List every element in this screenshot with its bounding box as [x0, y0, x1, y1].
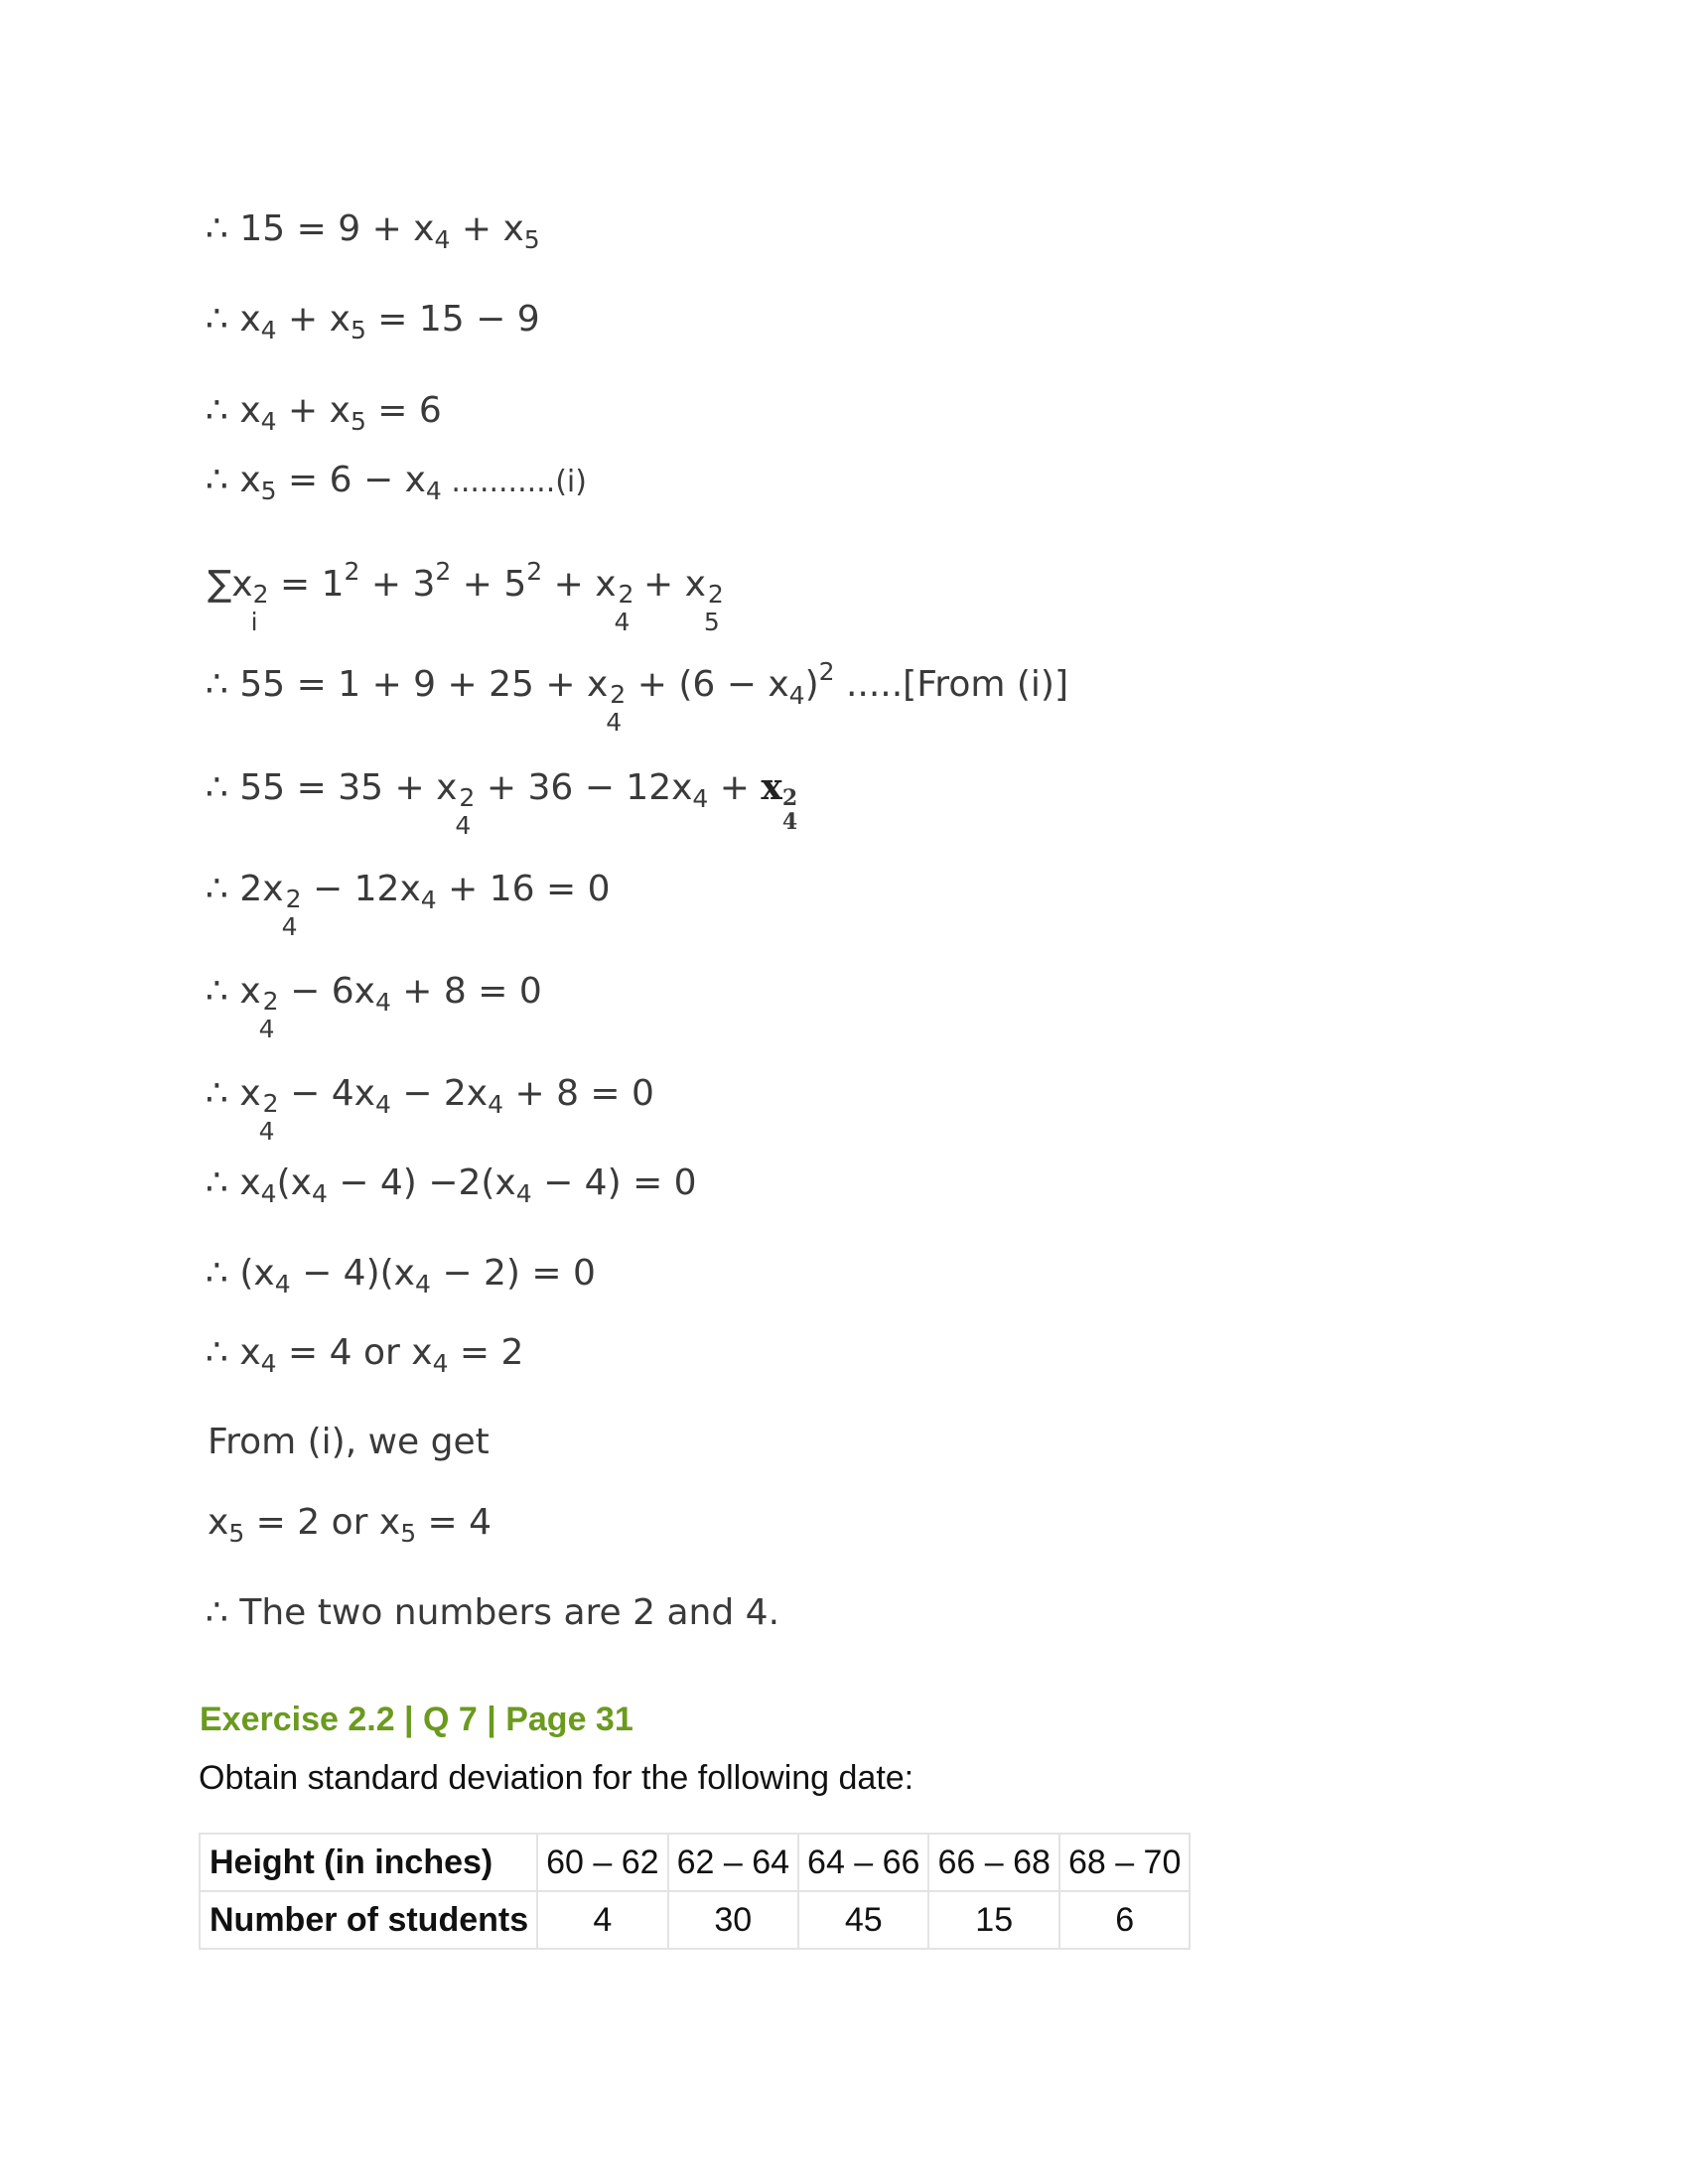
subscript: 4: [455, 811, 472, 840]
subscript: 4: [614, 608, 631, 636]
eq-text: = 6: [365, 390, 442, 431]
eq-text: − 12x: [301, 869, 421, 909]
table-cell: 4: [537, 1891, 667, 1949]
subscript: 4: [311, 1179, 328, 1208]
superscript: 2: [459, 783, 476, 812]
table-cell: 66 – 68: [928, 1834, 1058, 1891]
subscript: 4: [434, 225, 451, 254]
subscript: 5: [350, 316, 366, 344]
superscript: 2: [526, 557, 543, 586]
table-cell: 64 – 66: [798, 1834, 928, 1891]
eq-text: The two numbers are 2 and 4.: [239, 1592, 780, 1633]
row-header-height: Height (in inches): [200, 1834, 537, 1891]
superscript: 2: [262, 987, 279, 1016]
eq-text: 55 = 1 + 9 + 25 + x: [239, 664, 609, 705]
eq-text: + 5: [451, 564, 527, 605]
subscript: 5: [228, 1519, 245, 1548]
subscript: 4: [258, 1015, 275, 1043]
eq-text: ∑x: [208, 564, 253, 605]
superscript: 2: [707, 580, 724, 609]
eq-text: = 2 or x: [244, 1502, 401, 1543]
equation-line-4: [206, 459, 587, 505]
table-cell: 68 – 70: [1059, 1834, 1190, 1891]
table-row: [200, 1834, 1190, 1891]
superscript: 2: [818, 657, 835, 686]
therefore-symbol: ∴: [206, 208, 228, 249]
eq-text: = 15 − 9: [365, 299, 540, 340]
table-cell: 15: [928, 1891, 1058, 1949]
subscript: 4: [260, 407, 277, 436]
table-row: [200, 1891, 1190, 1949]
superscript: 2: [781, 785, 798, 811]
eq-text: + 8 = 0: [390, 971, 542, 1012]
eq-text: +: [708, 767, 762, 808]
eq-text: − 2x: [390, 1073, 489, 1114]
subscript: 4: [260, 316, 277, 344]
eq-text: x: [239, 299, 261, 340]
eq-text: 55 = 35 + x: [239, 767, 458, 808]
eq-text: − 2) = 0: [430, 1253, 596, 1294]
equation-line-15: [208, 1501, 492, 1548]
eq-text: + 36 − 12x: [475, 767, 693, 808]
subscript: 4: [781, 809, 798, 835]
eq-text: + x: [542, 564, 617, 605]
equation-line-10: [206, 1072, 654, 1146]
table-cell: 45: [798, 1891, 928, 1949]
subscript: 4: [515, 1179, 532, 1208]
therefore-symbol: ∴: [206, 299, 228, 340]
superscript: 2: [610, 680, 627, 709]
eq-text: + x: [632, 564, 706, 605]
eq-text: + x: [276, 390, 351, 431]
subscript: 5: [350, 407, 366, 436]
eq-text: x: [239, 460, 261, 500]
therefore-symbol: ∴: [206, 1253, 228, 1294]
frequency-table: [199, 1833, 1191, 1950]
equation-line-1: [206, 207, 540, 254]
eq-text: = 4 or x: [276, 1332, 433, 1373]
subscript: 4: [420, 886, 437, 914]
eq-text: + 16 = 0: [436, 869, 611, 909]
eq-text: x: [239, 1332, 261, 1373]
table-cell: 62 – 64: [668, 1834, 798, 1891]
eq-text: + 8 = 0: [503, 1073, 654, 1114]
eq-text: + 3: [359, 564, 436, 605]
superscript: 2: [285, 885, 302, 913]
subscript: 4: [260, 1179, 277, 1208]
eq-text: − 4) = 0: [531, 1162, 697, 1203]
subscript: 5: [703, 608, 720, 636]
subscript: 5: [260, 477, 277, 505]
subscript: 4: [260, 1349, 277, 1378]
therefore-symbol: ∴: [206, 767, 228, 808]
solution-text: [208, 1421, 490, 1463]
subscript: 4: [692, 784, 709, 813]
eq-text: ): [804, 664, 819, 705]
equation-line-3: [206, 389, 442, 436]
eq-text: + x: [276, 299, 351, 340]
eq-text: = 4: [416, 1502, 492, 1543]
eq-text: From (i), we get: [208, 1422, 490, 1462]
table-cell: 30: [668, 1891, 798, 1949]
equation-line-11: [206, 1161, 697, 1208]
bold-variable: x: [761, 766, 782, 808]
equation-line-8: [206, 868, 611, 941]
therefore-symbol: ∴: [206, 971, 228, 1012]
equation-line-12: [206, 1252, 596, 1298]
eq-text: (x: [239, 1253, 275, 1294]
question-text: Obtain standard deviation for the following date:: [199, 1759, 914, 1797]
superscript: 2: [252, 580, 269, 609]
eq-text: − 6x: [278, 971, 375, 1012]
superscript: 2: [435, 557, 452, 586]
therefore-symbol: ∴: [206, 664, 228, 705]
conclusion-line: [206, 1591, 779, 1634]
eq-text: x: [208, 1502, 229, 1543]
eq-text: + x: [450, 208, 524, 249]
therefore-symbol: ∴: [206, 460, 228, 500]
therefore-symbol: ∴: [206, 1592, 228, 1633]
eq-text: = 6 − x: [276, 460, 426, 500]
eq-text: − 4x: [278, 1073, 375, 1114]
eq-text: x: [239, 390, 261, 431]
therefore-symbol: ∴: [206, 869, 228, 909]
equation-line-13: [206, 1331, 524, 1378]
superscript: 2: [262, 1089, 279, 1118]
superscript: 2: [344, 557, 360, 586]
therefore-symbol: ∴: [206, 1073, 228, 1114]
eq-text: x: [239, 971, 261, 1012]
eq-text: x: [239, 1162, 261, 1203]
eq-text: − 4)(x: [290, 1253, 415, 1294]
table-cell: 6: [1059, 1891, 1190, 1949]
therefore-symbol: ∴: [206, 1332, 228, 1373]
subscript: 4: [425, 477, 442, 505]
eq-text: = 2: [448, 1332, 524, 1373]
equation-reference: ...........(i): [441, 465, 587, 499]
table-cell: 60 – 62: [537, 1834, 667, 1891]
eq-text: = 1: [268, 564, 345, 605]
subscript: 4: [414, 1270, 431, 1298]
subscript: 4: [432, 1349, 449, 1378]
therefore-symbol: ∴: [206, 390, 228, 431]
eq-text: 2x: [239, 869, 284, 909]
equation-line-5: [208, 557, 724, 636]
eq-text: 15 = 9 + x: [239, 208, 435, 249]
subscript: 4: [374, 1090, 391, 1119]
exercise-heading[interactable]: Exercise 2.2 | Q 7 | Page 31: [200, 1701, 633, 1738]
eq-text: − 4) −2(x: [327, 1162, 516, 1203]
equation-line-7: [206, 766, 798, 840]
row-header-students: Number of students: [200, 1891, 537, 1949]
eq-text: (x: [276, 1162, 312, 1203]
therefore-symbol: ∴: [206, 1162, 228, 1203]
subscript: 4: [374, 988, 391, 1017]
equation-reference: .....[From (i)]: [834, 664, 1068, 705]
subscript: 4: [281, 912, 298, 941]
subscript: 4: [274, 1270, 291, 1298]
subscript: i: [250, 608, 258, 636]
superscript: 2: [618, 580, 634, 609]
subscript: 4: [488, 1090, 504, 1119]
equation-line-9: [206, 970, 542, 1043]
eq-text: + (6 − x: [626, 664, 789, 705]
subscript: 4: [606, 708, 623, 737]
subscript: 4: [788, 681, 805, 710]
equation-line-2: [206, 298, 540, 344]
subscript: 5: [400, 1519, 417, 1548]
subscript: 5: [523, 225, 540, 254]
eq-text: x: [239, 1073, 261, 1114]
equation-line-6: [206, 657, 1068, 737]
subscript: 4: [258, 1117, 275, 1146]
